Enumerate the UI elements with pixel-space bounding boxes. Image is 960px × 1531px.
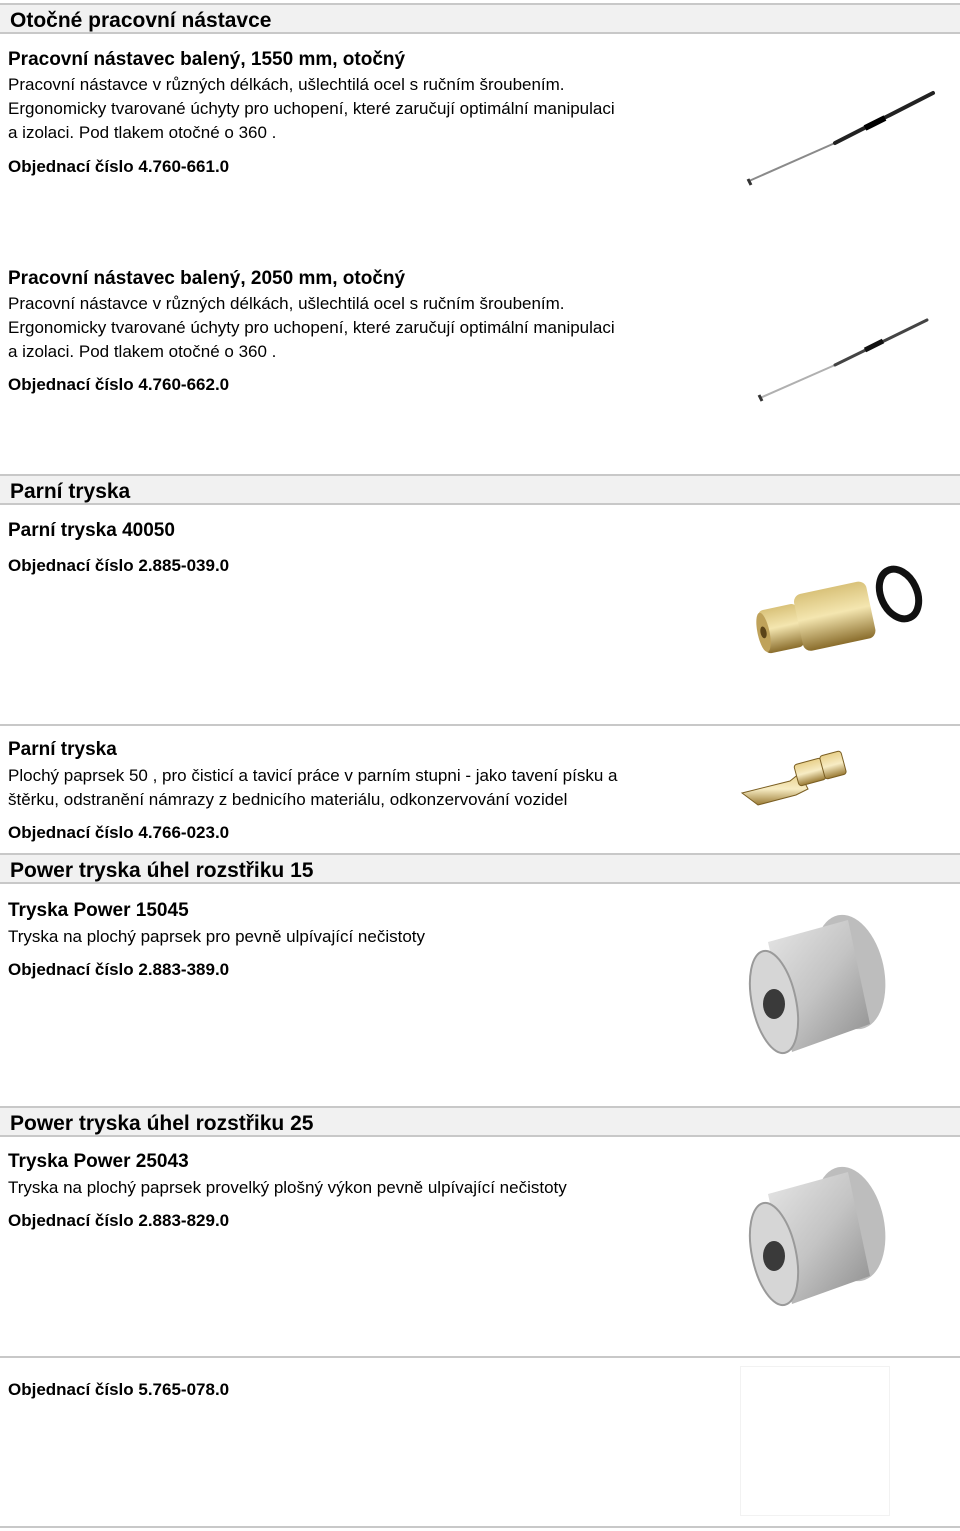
section-header: [0, 3, 960, 34]
product-description-line: Pracovní nástavce v různých délkách, ušlechtilá ocel s ručním šroubením.: [8, 75, 565, 94]
divider: [0, 1526, 960, 1528]
divider: [0, 724, 960, 726]
steel-nozzle-image: [748, 912, 888, 1062]
section-title: Power tryska úhel rozstřiku 25: [10, 1112, 314, 1135]
section-header: [0, 474, 960, 505]
section-title: Otočné pracovní nástavce: [10, 9, 272, 32]
brass-nozzle-image: [752, 560, 932, 660]
product-title: Tryska Power 15045: [8, 900, 189, 921]
lance-image: [745, 85, 940, 190]
product-description-line: Ergonomicky tvarované úchyty pro uchopení, které zaručují optimální manipulaci: [8, 318, 615, 337]
order-number: Objednací číslo 2.883-829.0: [8, 1211, 230, 1230]
section-header: [0, 853, 960, 884]
product-description-line: štěrku, odstranění námrazy z bednicího materiálu, odkonzervování vozidel: [8, 790, 568, 809]
order-number: Objednací číslo 5.765-078.0: [8, 1380, 230, 1399]
product-title: Pracovní nástavec balený, 2050 mm, otočný: [8, 268, 406, 289]
product-title: Parní tryska: [8, 739, 117, 760]
product-description-line: Pracovní nástavce v různých délkách, ušlechtilá ocel s ručním šroubením.: [8, 294, 565, 313]
steel-nozzle-image: [748, 1164, 888, 1314]
product-description-line: Tryska na plochý paprsek provelký plošný výkon pevně ulpívající nečistoty: [8, 1178, 567, 1197]
blank-image: [740, 1366, 890, 1516]
lance-image: [755, 310, 935, 405]
section-title: Power tryska úhel rozstřiku 15: [10, 859, 314, 882]
product-description-line: Ergonomicky tvarované úchyty pro uchopení, které zaručují optimální manipulaci: [8, 99, 615, 118]
product-title: Pracovní nástavec balený, 1550 mm, otočný: [8, 49, 406, 70]
product-description-line: a izolaci. Pod tlakem otočné o 360 .: [8, 123, 277, 142]
product-description-line: Plochý paprsek 50 , pro čisticí a tavicí práce v parním stupni - jako tavení písku a: [8, 766, 618, 785]
order-number: Objednací číslo 2.885-039.0: [8, 556, 230, 575]
order-number: Objednací číslo 4.760-662.0: [8, 375, 230, 394]
section-header: [0, 1106, 960, 1137]
order-number: Objednací číslo 4.766-023.0: [8, 823, 230, 842]
order-number: Objednací číslo 4.760-661.0: [8, 157, 230, 176]
divider: [0, 1356, 960, 1358]
product-description-line: Tryska na plochý paprsek pro pevně ulpívající nečistoty: [8, 927, 426, 946]
order-number: Objednací číslo 2.883-389.0: [8, 960, 230, 979]
product-title: Parní tryska 40050: [8, 520, 175, 541]
steam-nozzle-image: [738, 745, 863, 815]
product-description-line: a izolaci. Pod tlakem otočné o 360 .: [8, 342, 277, 361]
section-title: Parní tryska: [10, 480, 131, 503]
product-title: Tryska Power 25043: [8, 1151, 189, 1172]
